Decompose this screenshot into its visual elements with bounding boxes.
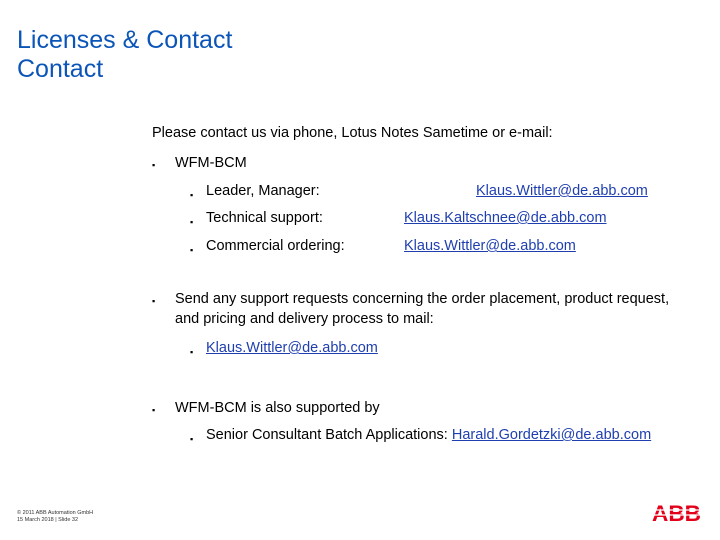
bullet-icon: ▪ — [190, 434, 194, 444]
commercial-ordering-label: Commercial ordering: — [206, 238, 345, 254]
leader-email-link[interactable]: Klaus.Wittler@de.abb.com — [476, 183, 648, 199]
leader-label: Leader, Manager: — [206, 183, 320, 199]
technical-support-email-link[interactable]: Klaus.Kaltschnee@de.abb.com — [404, 210, 607, 226]
group1-label: WFM-BCM — [175, 155, 247, 171]
intro-text: Please contact us via phone, Lotus Notes Sametime or e-mail: — [152, 125, 553, 141]
support-email-link[interactable]: Klaus.Wittler@de.abb.com — [206, 340, 378, 356]
bullet-icon: ▪ — [152, 296, 156, 306]
date-slide-text: 15 March 2018 | Slide 32 — [17, 517, 79, 523]
bullet-icon: ▪ — [190, 190, 194, 200]
footer — [17, 510, 93, 524]
bullet-icon: ▪ — [152, 405, 156, 415]
copyright-text: © 2011 ABB Automation GmbH — [17, 510, 94, 516]
bullet-icon: ▪ — [152, 160, 156, 170]
also-supported-text: WFM-BCM is also supported by — [175, 400, 380, 416]
bullet-icon: ▪ — [190, 245, 194, 255]
bullet-icon: ▪ — [190, 217, 194, 227]
senior-consultant-line — [206, 427, 651, 443]
slide-title — [17, 26, 232, 84]
bullet-icon: ▪ — [190, 347, 194, 357]
abb-logo — [652, 503, 702, 528]
senior-consultant-label: Senior Consultant Batch Applications: — [206, 427, 448, 443]
senior-consultant-email-link[interactable]: Harald.Gordetzki@de.abb.com — [451, 427, 652, 443]
support-requests-text: Send any support requests concerning the order placement, product request, and pricing and delivery process to mail: — [175, 291, 670, 327]
svg-text:ABB: ABB — [652, 503, 701, 523]
title-line-1: Licenses & Contact — [17, 26, 233, 54]
commercial-ordering-email-link[interactable]: Klaus.Wittler@de.abb.com — [404, 238, 576, 254]
technical-support-label: Technical support: — [206, 210, 323, 226]
title-line-2: Contact — [17, 55, 104, 83]
abb-logo-mark — [652, 503, 702, 523]
